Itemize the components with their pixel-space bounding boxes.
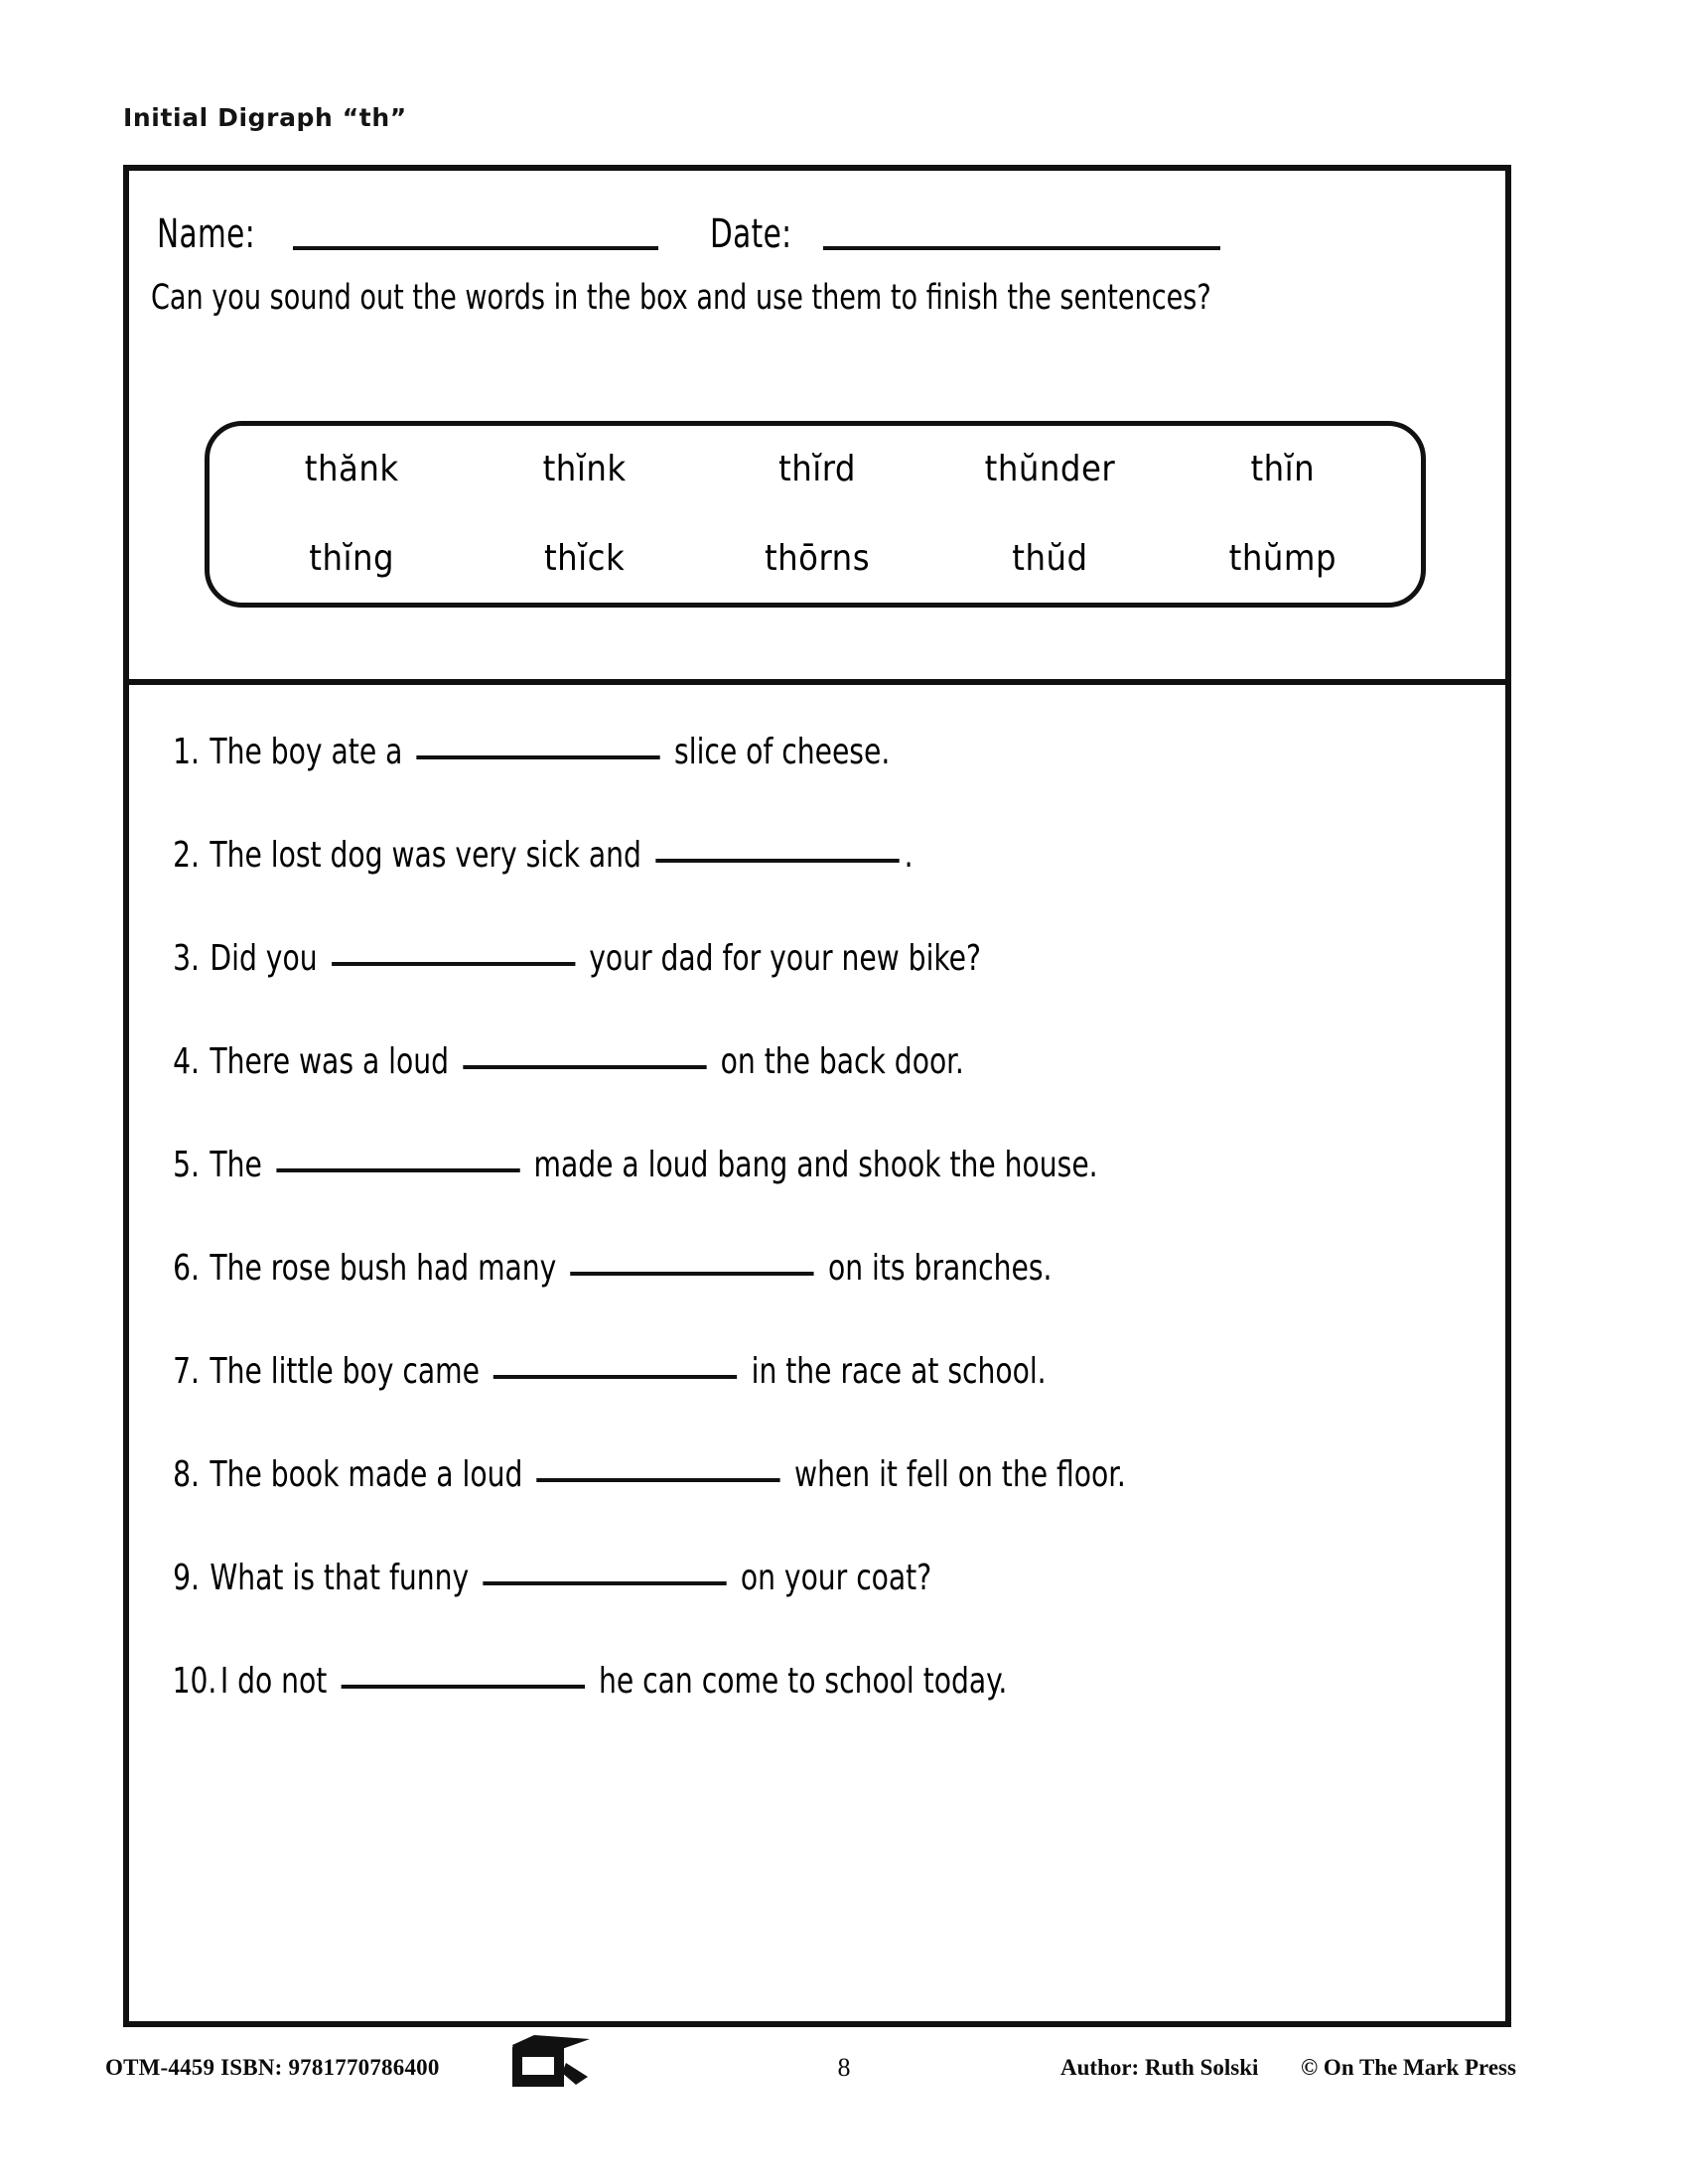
answer-blank[interactable]: [655, 859, 899, 863]
question-text-after: he can come to school today.: [590, 1661, 1008, 1702]
question-text-after: .: [904, 835, 914, 876]
answer-blank[interactable]: [483, 1581, 726, 1585]
footer-code-isbn: OTM-4459 ISBN: 9781770786400: [105, 2055, 440, 2080]
word-bank-item: thōrns: [764, 538, 871, 579]
question-inner: [153, 835, 1300, 876]
word-bank-item: thĭck: [543, 538, 626, 579]
question-inner: [153, 1041, 1300, 1082]
footer-copyright: © On The Mark Press: [1301, 2055, 1516, 2080]
name-date-row: [157, 193, 1477, 258]
date-label: Date:: [709, 211, 792, 257]
question-text-after: on the back door.: [711, 1041, 964, 1082]
word-bank-item: thĭnk: [542, 449, 627, 489]
word-bank-row-1: [210, 426, 1421, 514]
question-text-before: The rose bush had many: [210, 1248, 566, 1289]
question-item: [153, 1661, 1472, 1767]
question-text-before: The boy ate a: [210, 732, 412, 772]
question-number: 3.: [173, 938, 200, 979]
worksheet-topic-header: Initial Digraph “th”: [123, 103, 407, 132]
question-item: [153, 1145, 1472, 1251]
question-number: 10.: [172, 1661, 217, 1702]
question-item: [153, 1454, 1472, 1561]
question-inner: [153, 1454, 1300, 1495]
date-input[interactable]: [823, 246, 1220, 250]
question-item: [153, 1248, 1472, 1354]
word-bank-item: thĭrd: [778, 449, 856, 489]
answer-blank[interactable]: [570, 1272, 813, 1276]
word-bank-box: [205, 421, 1426, 608]
question-text-after: made a loud bang and shook the house.: [524, 1145, 1098, 1185]
word-bank-item: thĭn: [1250, 449, 1316, 489]
word-bank-item: thŭnder: [984, 449, 1116, 489]
question-text-before: Did you: [210, 938, 327, 979]
question-item: [153, 1351, 1472, 1457]
name-input[interactable]: [293, 246, 658, 250]
question-number: 4.: [173, 1041, 200, 1082]
page-footer: [0, 2047, 1688, 2116]
question-number: 2.: [173, 835, 200, 876]
question-text-before: What is that funny: [210, 1558, 479, 1598]
question-text-after: your dad for your new bike?: [580, 938, 981, 979]
question-text-before: The book made a loud: [210, 1454, 532, 1495]
question-inner: [153, 1248, 1300, 1289]
worksheet-top-section: [129, 171, 1505, 679]
name-label: Name:: [157, 211, 256, 257]
question-inner: [153, 732, 1300, 772]
question-item: [153, 1041, 1472, 1148]
question-number: 8.: [173, 1454, 200, 1495]
worksheet-frame: [123, 165, 1511, 2027]
question-text-before: The little boy came: [210, 1351, 489, 1392]
question-text-before: The lost dog was very sick and: [210, 835, 650, 876]
answer-blank[interactable]: [537, 1478, 780, 1482]
question-text-after: on its branches.: [819, 1248, 1053, 1289]
question-number: 1.: [173, 732, 200, 772]
question-inner: [153, 1661, 1300, 1702]
answer-blank[interactable]: [276, 1168, 519, 1172]
word-bank-item: thŭd: [1012, 538, 1088, 579]
question-number: 6.: [173, 1248, 200, 1289]
question-inner: [153, 1351, 1300, 1392]
question-item: [153, 938, 1472, 1044]
question-item: [153, 732, 1472, 838]
question-item: [153, 835, 1472, 941]
word-bank-item: thŭmp: [1228, 538, 1337, 579]
question-text-after: slice of cheese.: [665, 732, 891, 772]
question-text-after: in the race at school.: [742, 1351, 1047, 1392]
question-number: 9.: [173, 1558, 200, 1598]
instructions-text: Can you sound out the words in the box and use them to finish the sentences?: [151, 278, 1211, 318]
page-number: 8: [837, 2053, 851, 2082]
question-number: 7.: [173, 1351, 200, 1392]
question-number: 5.: [173, 1145, 200, 1185]
question-inner: [153, 1558, 1300, 1598]
answer-blank[interactable]: [332, 962, 575, 966]
word-bank-row-2: [210, 514, 1421, 603]
answer-blank[interactable]: [341, 1685, 584, 1689]
question-list: [129, 685, 1505, 2021]
answer-blank[interactable]: [493, 1375, 737, 1379]
word-bank-item: thĭng: [309, 538, 395, 579]
question-text-after: when it fell on the floor.: [785, 1454, 1126, 1495]
question-text-before: There was a loud: [210, 1041, 458, 1082]
question-text-after: on your coat?: [731, 1558, 932, 1598]
question-inner: [153, 938, 1300, 979]
footer-author: Author: Ruth Solski: [1060, 2055, 1259, 2080]
question-text-before: The: [210, 1145, 271, 1185]
question-item: [153, 1558, 1472, 1664]
answer-blank[interactable]: [463, 1065, 706, 1069]
word-bank-item: thănk: [304, 449, 399, 489]
answer-blank[interactable]: [417, 755, 660, 759]
question-inner: [153, 1145, 1300, 1185]
question-text-before: I do not: [219, 1661, 337, 1702]
